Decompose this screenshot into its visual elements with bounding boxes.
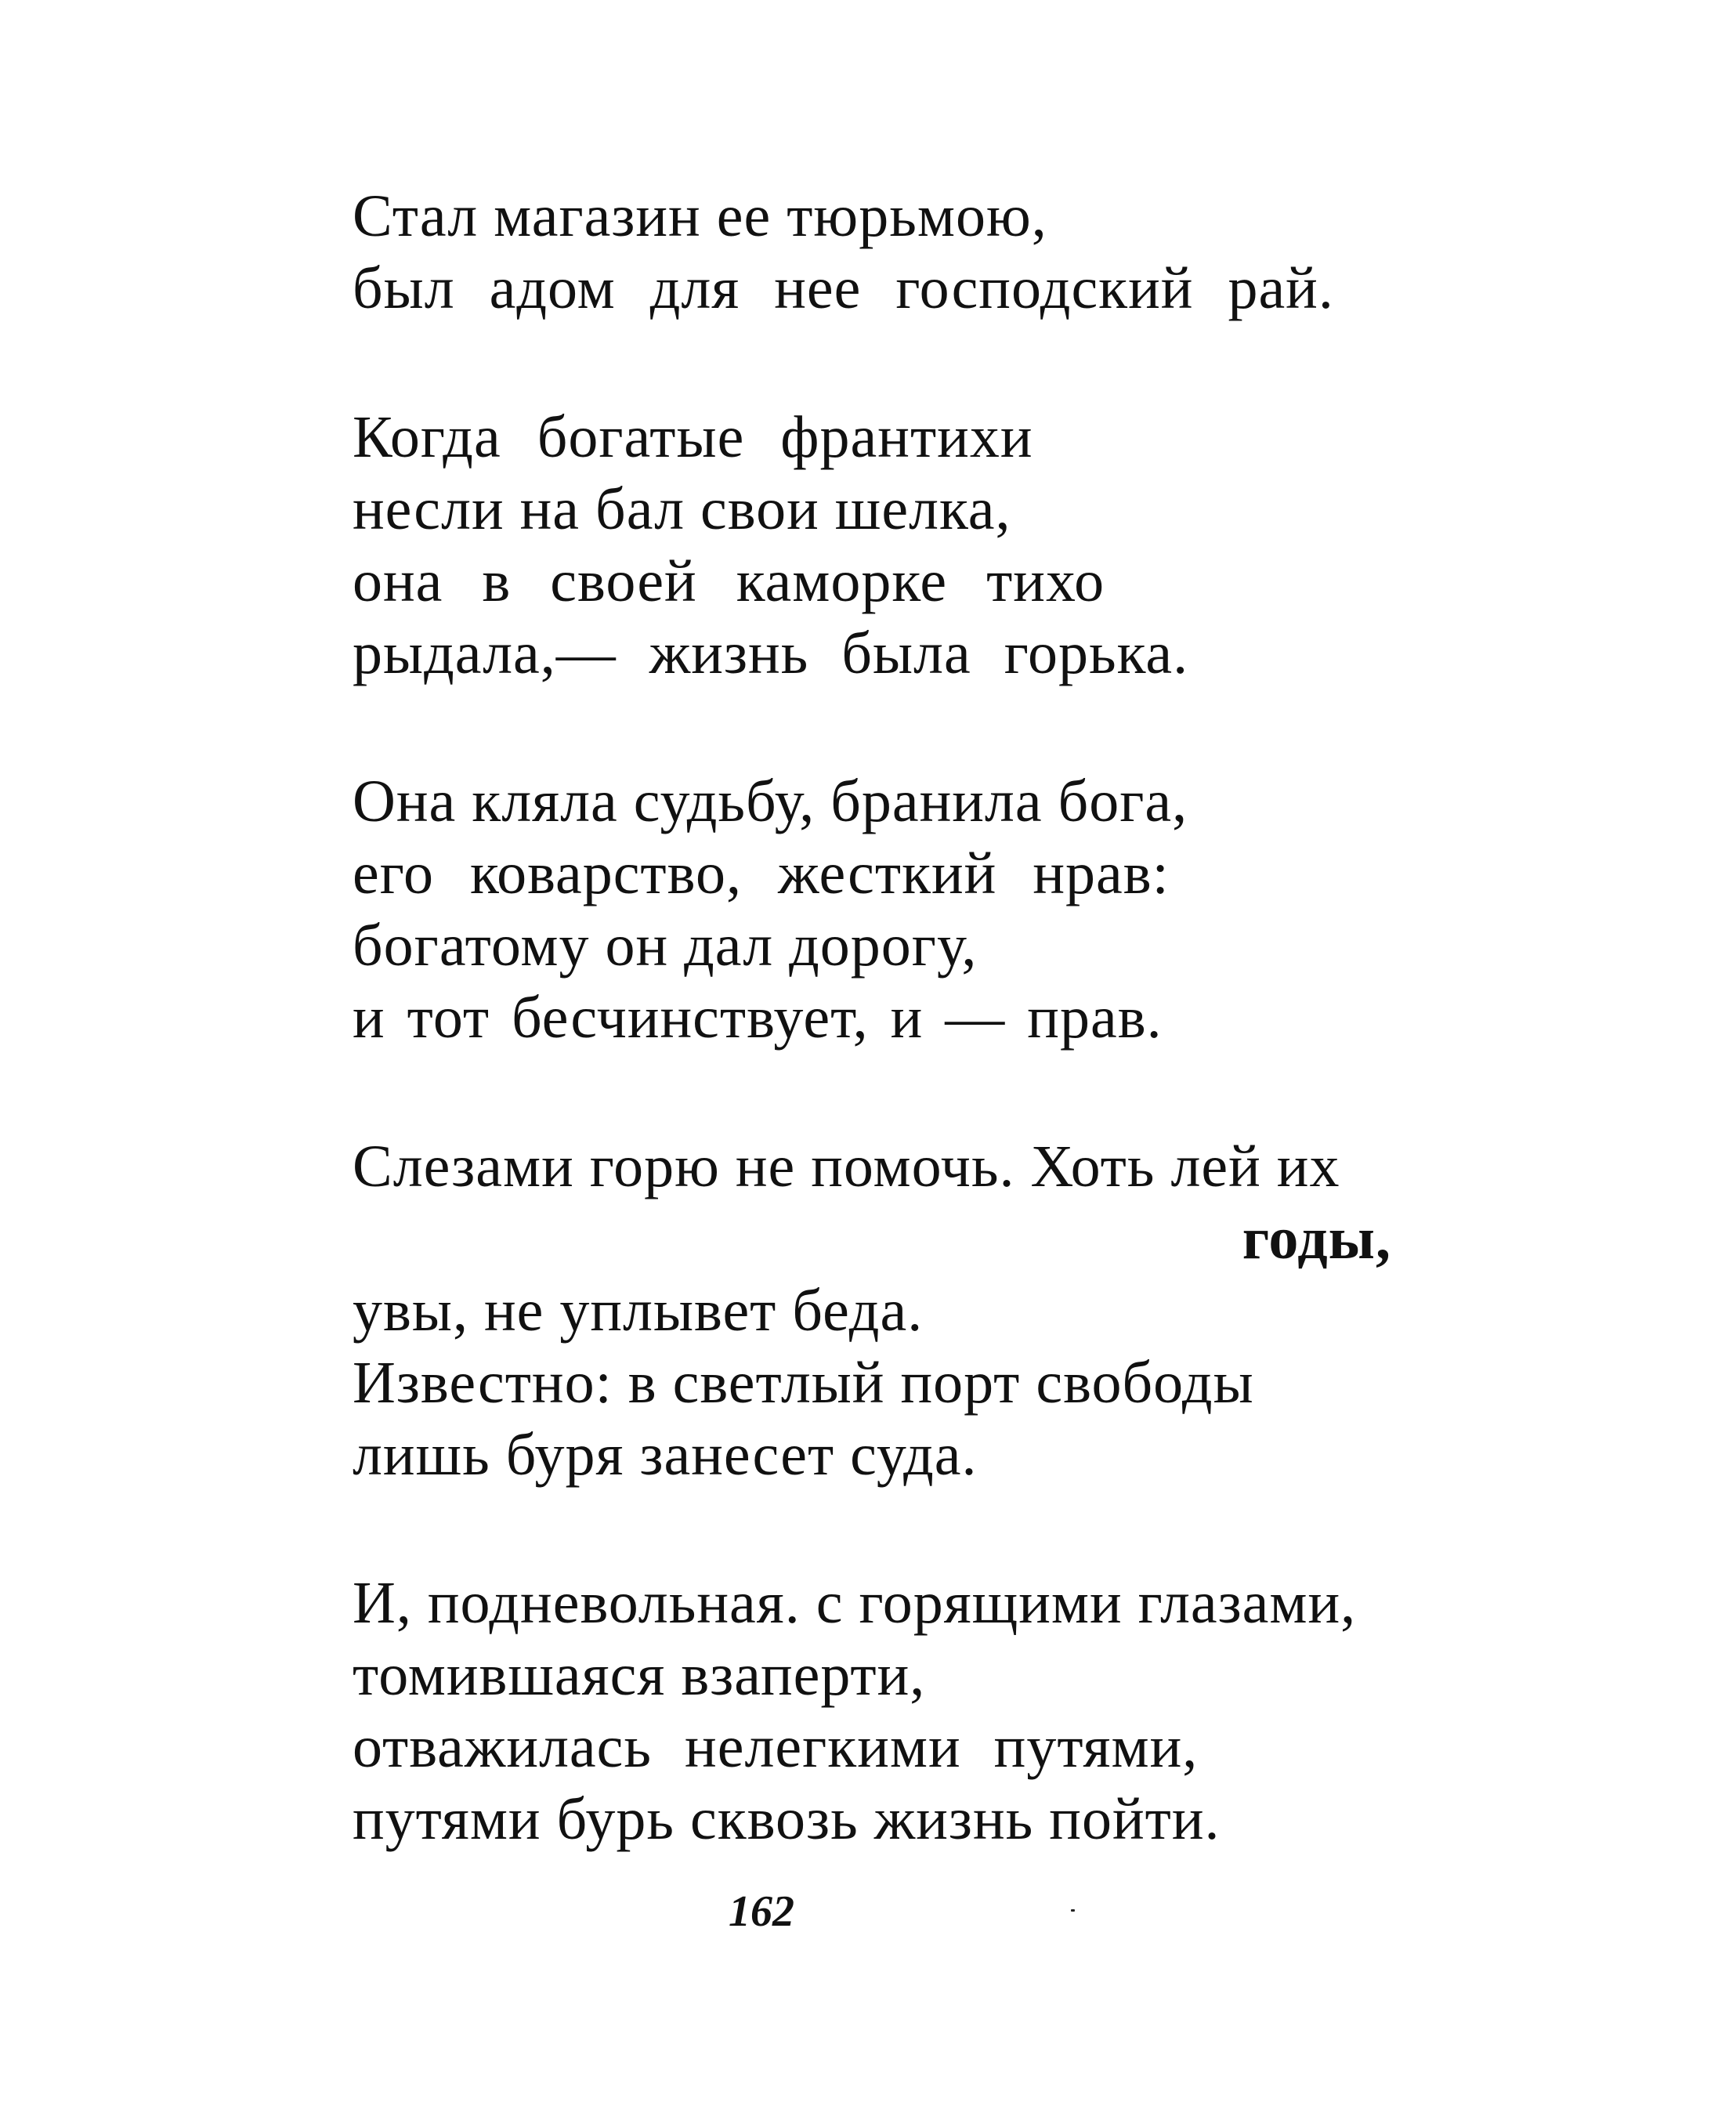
poem-line: был адом для нее господский рай.: [353, 255, 1334, 321]
poem-line: богатому он дал дорогу,: [353, 913, 978, 979]
poem-line: она в своей каморке тихо: [353, 548, 1105, 614]
poem-line: Слезами горю не помочь. Хоть лей их: [353, 1134, 1340, 1199]
poem-line: И, подневольная. с горящими глазами,: [353, 1570, 1357, 1636]
poem-line: несли на бал свои шелка,: [353, 476, 1011, 542]
poem-line: томившаяся взаперти,: [353, 1642, 926, 1708]
poem-line: его коварство, жесткий нрав:: [353, 841, 1170, 906]
page-number: 162: [729, 1887, 794, 1936]
poem-line: отважилась нелегкими путями,: [353, 1714, 1199, 1780]
poem-line: лишь буря занесет суда.: [353, 1422, 978, 1488]
poem-line: увы, не уплывет беда.: [353, 1278, 924, 1344]
poem-line: путями бурь сквозь жизнь пойти.: [353, 1786, 1221, 1852]
poem-line: Стал магазин ее тюрьмою,: [353, 183, 1047, 249]
poem-line: Она кляла судьбу, бранила бога,: [353, 769, 1188, 834]
print-speck: [1071, 1909, 1075, 1912]
poem-line-continuation: годы,: [1242, 1206, 1391, 1272]
poem-line: Известно: в светлый порт свободы: [353, 1350, 1254, 1416]
poem-line: и тот бесчинствует, и — прав.: [353, 985, 1163, 1051]
poem-line: рыдала,— жизнь была горька.: [353, 620, 1189, 686]
poem-line: Когда богатые франтихи: [353, 404, 1033, 470]
